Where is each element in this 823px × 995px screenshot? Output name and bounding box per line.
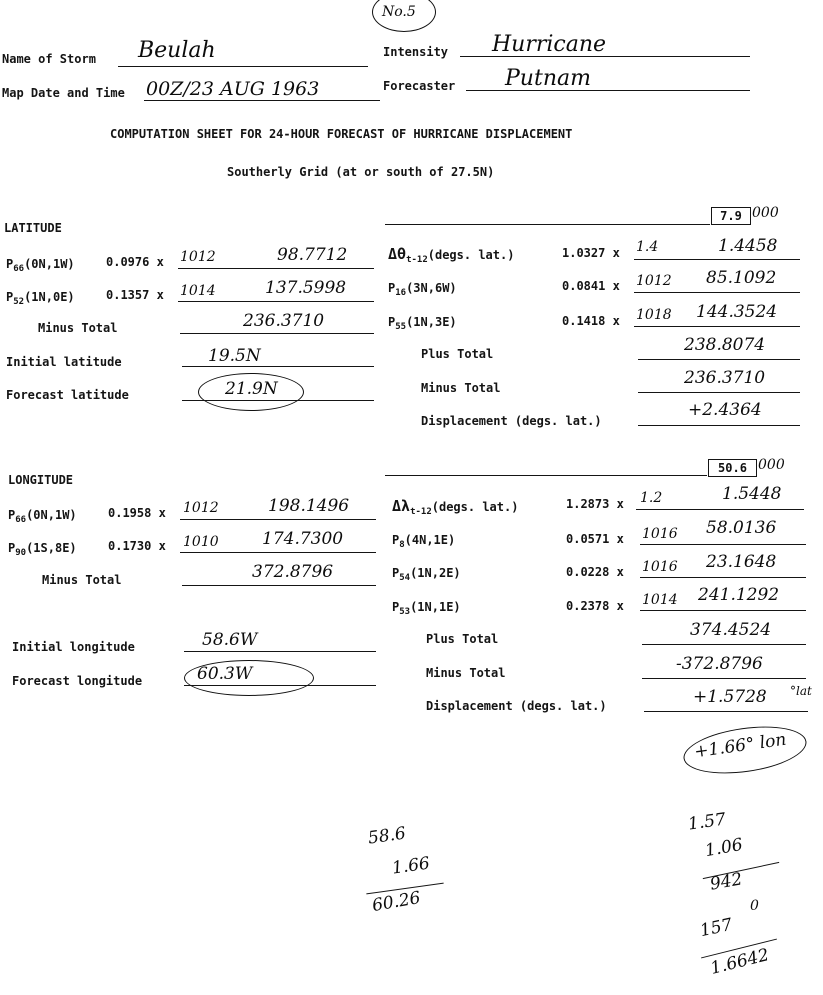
lon-p53-coef: 0.2378 x [566, 599, 624, 613]
storm-value: Beulah [138, 38, 216, 63]
lat-row-2-coef: 0.1357 x [106, 288, 164, 302]
lon-row-2-input: 1010 [183, 534, 219, 550]
initial-longitude-label: Initial longitude [12, 640, 135, 654]
lat-minus-total2-line [638, 392, 800, 393]
intensity-line [460, 56, 750, 57]
lon-row-1-line [180, 519, 376, 520]
lat-minus-total2-label: Minus Total [421, 381, 501, 395]
scratch-left-3: 60.26 [370, 887, 423, 917]
lon-displacement-note: °lat [790, 684, 812, 698]
forecast-latitude-line [182, 400, 374, 401]
lat-minus-total-value: 236.3710 [243, 311, 325, 331]
forecast-longitude-line [184, 685, 376, 686]
lat-p16-line [634, 292, 800, 293]
lat-dtheta-input: 1.4 [636, 239, 659, 255]
lat-plus-total-label: Plus Total [421, 347, 494, 361]
lat-dtheta-line [634, 259, 800, 260]
latitude-box: 7.9 [711, 207, 751, 225]
lon-p8-coef: 0.0571 x [566, 532, 624, 546]
scratch-right-1: 1.57 [686, 809, 728, 835]
lon-row-1-input: 1012 [183, 500, 219, 516]
lon-p53-symbol: $P_{53}(1N,1E)$ [392, 600, 461, 617]
lon-row-2-symbol: $P_{90}(1S,8E)$ [8, 541, 77, 558]
lat-row-2-input: 1014 [180, 283, 216, 299]
lat-p16-result: 85.1092 [706, 268, 777, 288]
lon-row-2-line [180, 552, 376, 553]
lat-minus-total-line [180, 333, 374, 334]
lat-minus-total-label: Minus Total [38, 321, 118, 335]
lat-minus-total2-value: 236.3710 [684, 368, 766, 388]
lon-minus-total-line [182, 585, 376, 586]
lon-p8-input: 1016 [642, 526, 678, 542]
lon-minus-total2-value: -372.8796 [676, 654, 763, 674]
lon-dlambda-coef: 1.2873 x [566, 497, 624, 511]
scratch-right-6: 1.6642 [708, 945, 772, 979]
storm-label: Name of Storm [2, 52, 96, 66]
lat-row-1-symbol: $P_{66}(0N,1W)$ [6, 257, 75, 274]
lat-dtheta-result: 1.4458 [718, 236, 778, 256]
forecast-latitude-label: Forecast latitude [6, 388, 129, 402]
forecaster-label: Forecaster [383, 79, 456, 93]
forecaster-value: Putnam [505, 66, 591, 91]
lon-p53-line [640, 610, 806, 611]
longitude-heading: LONGITUDE [8, 473, 74, 487]
intensity-label: Intensity [383, 45, 449, 59]
lon-p8-symbol: $P_8(4N,1E)$ [392, 533, 456, 550]
lat-row-1-coef: 0.0976 x [106, 255, 164, 269]
lon-p53-result: 241.1292 [698, 585, 780, 605]
lat-p16-input: 1012 [636, 273, 672, 289]
lat-row-2-line [178, 301, 374, 302]
latitude-top-line [385, 224, 710, 225]
initial-longitude-line [184, 651, 376, 652]
lat-p55-input: 1018 [636, 307, 672, 323]
initial-longitude-value: 58.6W [202, 630, 258, 650]
lon-displacement-value: +1.5728 [693, 687, 767, 707]
lat-displacement-label: Displacement (degs. lat.) [421, 414, 602, 428]
lon-row-1-symbol: $P_{66}(0N,1W)$ [8, 508, 77, 525]
lon-dlambda-line [636, 509, 804, 510]
lat-row-1-line [178, 268, 374, 269]
lon-row-2-result: 174.7300 [262, 529, 344, 549]
longitude-box: 50.6 [708, 459, 757, 477]
storm-line [118, 66, 368, 67]
lon-row-2-coef: 0.1730 x [108, 539, 166, 553]
lat-displacement-line [638, 425, 800, 426]
map-value: 00Z/23 AUG 1963 [146, 78, 320, 100]
latitude-heading: LATITUDE [4, 221, 62, 235]
lon-minus-total-value: 372.8796 [252, 562, 334, 582]
lon-plus-total-line [642, 644, 806, 645]
lon-p54-coef: 0.0228 x [566, 565, 624, 579]
scratch-right-2: 1.06 [703, 834, 745, 862]
lon-row-1-coef: 0.1958 x [108, 506, 166, 520]
forecast-longitude-value: 60.3W [197, 664, 253, 684]
lon-dlambda-input: 1.2 [640, 490, 663, 506]
lon-displacement-label: Displacement (degs. lat.) [426, 699, 607, 713]
map-label: Map Date and Time [2, 86, 125, 100]
forecast-longitude-label: Forecast longitude [12, 674, 143, 688]
initial-latitude-line [182, 366, 374, 367]
initial-latitude-value: 19.5N [208, 346, 261, 366]
lon-minus-total2-label: Minus Total [426, 666, 506, 680]
forecaster-line [466, 90, 750, 91]
lat-dtheta-coef: 1.0327 x [562, 246, 620, 260]
lon-minus-total-label: Minus Total [42, 573, 122, 587]
lon-p54-result: 23.1648 [706, 552, 777, 572]
lon-plus-total-label: Plus Total [426, 632, 499, 646]
lon-displacement-line [644, 711, 808, 712]
scratch-right-3: 942 [708, 869, 744, 895]
lat-row-1-result: 98.7712 [277, 245, 348, 265]
lon-p54-input: 1016 [642, 559, 678, 575]
forecast-latitude-value: 21.9N [225, 379, 278, 399]
lon-dlambda-symbol: $\Delta\lambda_{t-12}(degs$. lat.) [392, 497, 519, 517]
latitude-box-suffix: 000 [752, 205, 779, 221]
lon-plus-total-value: 374.4524 [690, 620, 772, 640]
lat-row-2-result: 137.5998 [265, 278, 347, 298]
page-subtitle: Southerly Grid (at or south of 27.5N) [227, 165, 495, 179]
lon-minus-total2-line [642, 678, 806, 679]
lon-p54-symbol: $P_{54}(1N,2E)$ [392, 566, 461, 583]
longitude-box-suffix: 000 [758, 457, 785, 473]
lat-row-2-symbol: $P_{52}(1N,0E)$ [6, 290, 75, 307]
lon-dlambda-result: 1.5448 [722, 484, 782, 504]
lon-p54-line [640, 577, 806, 578]
lat-p55-result: 144.3524 [696, 302, 778, 322]
map-line [144, 100, 380, 101]
intensity-value: Hurricane [492, 32, 607, 57]
scratch-right-4: 0 [750, 898, 759, 914]
lat-plus-total-value: 238.8074 [684, 335, 766, 355]
lat-row-1-input: 1012 [180, 249, 216, 265]
lat-p16-coef: 0.0841 x [562, 279, 620, 293]
lat-p55-line [634, 326, 800, 327]
lat-displacement-value: +2.4364 [688, 400, 762, 420]
scratch-left-2: 1.66 [390, 853, 432, 879]
scratch-left-1: 58.6 [366, 823, 408, 849]
lon-p8-line [640, 544, 806, 545]
lon-converted-value: +1.66° lon [693, 729, 788, 763]
lon-p8-result: 58.0136 [706, 518, 777, 538]
initial-latitude-label: Initial latitude [6, 355, 122, 369]
scratch-right-5: 157 [698, 914, 735, 942]
lat-p16-symbol: $P_{16}(3N,6W)$ [388, 281, 457, 298]
lon-row-1-result: 198.1496 [268, 496, 350, 516]
longitude-top-line [385, 475, 707, 476]
lat-p55-coef: 0.1418 x [562, 314, 620, 328]
lon-p53-input: 1014 [642, 592, 678, 608]
lat-dtheta-symbol: $\Delta\theta_{t-12}(degs$. lat.) [388, 245, 515, 265]
page-title: COMPUTATION SHEET FOR 24-HOUR FORECAST OF HURRICANE DISPLACEMENT [110, 127, 573, 141]
lat-plus-total-line [638, 359, 800, 360]
lat-p55-symbol: $P_{55}(1N,3E)$ [388, 315, 457, 332]
sheet-number: No.5 [382, 4, 416, 20]
